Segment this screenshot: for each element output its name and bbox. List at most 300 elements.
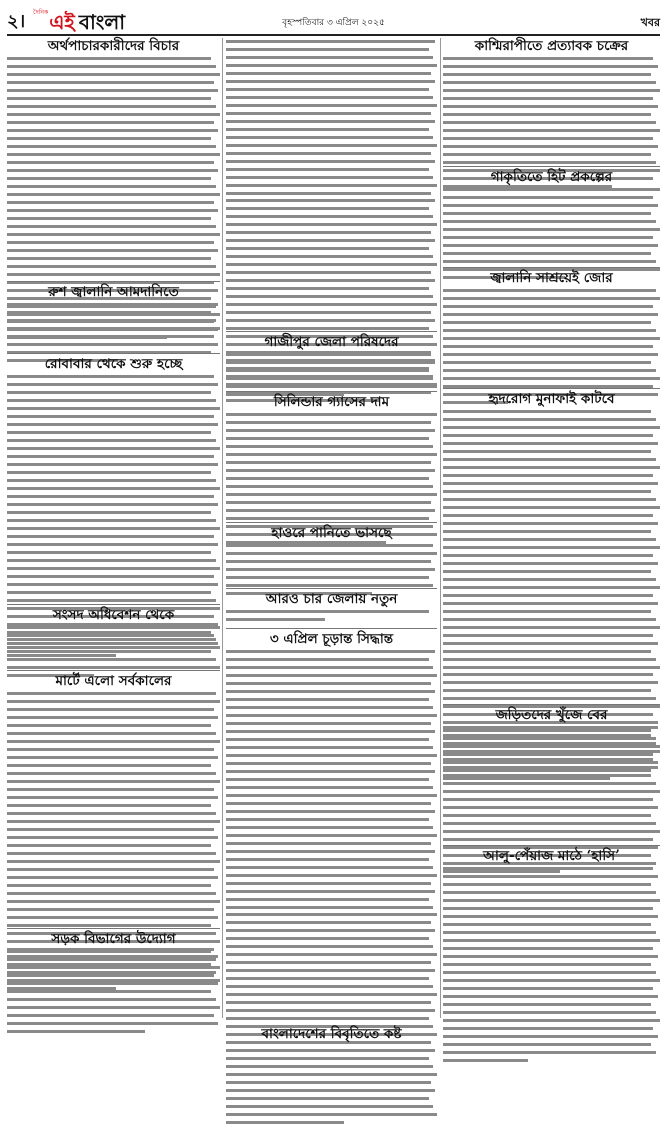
text-line — [443, 642, 660, 648]
column-2 — [226, 38, 437, 1042]
text-line — [443, 681, 660, 687]
text-line — [7, 804, 220, 810]
text-line — [226, 568, 437, 574]
text-line — [226, 1057, 437, 1063]
story-divider — [443, 845, 660, 846]
text-line — [443, 1019, 660, 1025]
story-divider — [443, 166, 660, 167]
text-line — [226, 168, 437, 174]
text-line — [443, 931, 660, 937]
text-line — [7, 812, 220, 818]
text-line — [443, 899, 660, 905]
text-line — [7, 479, 220, 485]
text-line — [7, 423, 220, 429]
text-line — [226, 650, 437, 656]
text-line — [7, 273, 220, 279]
text-line — [7, 626, 220, 632]
text-line — [226, 477, 437, 483]
text-line — [226, 40, 437, 46]
article — [7, 284, 220, 350]
text-line — [7, 884, 220, 890]
text-line — [7, 567, 220, 573]
text-line — [7, 343, 220, 349]
text-line — [226, 544, 437, 550]
brand-name: বাংলা — [78, 10, 126, 34]
text-line — [7, 73, 220, 79]
text-line — [226, 953, 437, 959]
text-line — [7, 966, 220, 972]
story-divider — [7, 281, 220, 282]
text-line — [7, 81, 220, 87]
text-line — [7, 447, 220, 453]
text-line — [226, 961, 437, 967]
article-headline: বাংলাদেশের বিবৃতিতে কষ্ট — [261, 1026, 402, 1042]
story-divider — [226, 331, 437, 332]
text-line — [226, 80, 437, 86]
text-line — [226, 754, 437, 760]
newspaper-logo: দৈনিক এই বাংলা — [33, 9, 126, 34]
text-line — [226, 104, 437, 110]
text-line — [443, 602, 660, 608]
text-line — [226, 858, 437, 864]
text-line — [7, 551, 220, 557]
text-line — [443, 1027, 660, 1033]
section-name: খবর — [640, 16, 660, 29]
text-line — [226, 770, 437, 776]
text-line — [443, 742, 660, 748]
text-line — [226, 493, 437, 499]
text-line — [226, 263, 437, 269]
text-line — [7, 575, 220, 581]
article-headline: হৃদরোগ মুনাফাই কাটবে — [488, 391, 615, 407]
text-line — [7, 708, 220, 714]
text-line — [226, 698, 437, 704]
text-line — [7, 217, 220, 223]
text-line — [7, 559, 220, 565]
text-line — [7, 185, 220, 191]
text-line — [226, 810, 437, 816]
text-line — [7, 495, 220, 501]
text-line — [226, 421, 437, 427]
text-line — [443, 891, 660, 897]
text-line — [7, 113, 220, 119]
text-line — [226, 794, 437, 800]
text-line — [443, 790, 660, 796]
text-line — [226, 890, 437, 896]
text-line — [443, 594, 660, 600]
text-line — [443, 1051, 660, 1057]
text-line — [443, 89, 660, 95]
text-line — [226, 144, 437, 150]
text-line — [7, 634, 220, 640]
text-line — [443, 506, 660, 512]
text-line — [7, 868, 220, 874]
text-line — [443, 145, 660, 151]
text-line — [7, 990, 220, 996]
text-line — [226, 882, 437, 888]
text-line — [226, 303, 437, 309]
article-body — [226, 353, 437, 399]
text-line — [7, 129, 220, 135]
text-line — [7, 209, 220, 215]
text-line — [226, 1009, 437, 1015]
text-line — [443, 260, 660, 266]
text-line — [443, 907, 660, 913]
text-line — [226, 866, 437, 872]
text-line — [443, 153, 660, 159]
text-line — [443, 329, 660, 335]
text-line — [7, 1022, 220, 1028]
text-line — [7, 900, 220, 906]
text-line — [7, 860, 220, 866]
text-line — [443, 129, 660, 135]
text-line — [7, 892, 220, 898]
text-line — [443, 798, 660, 804]
text-line — [443, 838, 660, 844]
text-line — [443, 987, 660, 993]
text-line — [7, 455, 220, 461]
text-line — [443, 458, 660, 464]
text-line — [443, 578, 660, 584]
text-line — [226, 184, 437, 190]
text-line — [7, 852, 220, 858]
text-line — [443, 244, 660, 250]
article-headline: রুশ জ্বালানি আমদানিতে — [48, 284, 179, 300]
article — [443, 391, 660, 701]
text-line — [443, 586, 660, 592]
text-line — [7, 177, 220, 183]
text-line — [226, 279, 437, 285]
article — [7, 607, 220, 667]
text-line — [226, 1097, 437, 1103]
text-line — [226, 945, 437, 951]
text-line — [443, 726, 660, 732]
text-line — [443, 228, 660, 234]
text-line — [226, 552, 437, 558]
text-line — [443, 971, 660, 977]
story-divider — [226, 391, 437, 392]
article — [7, 673, 220, 925]
text-line — [443, 1043, 660, 1049]
text-line — [226, 993, 437, 999]
text-line — [443, 570, 660, 576]
text-line — [443, 434, 660, 440]
text-line — [7, 1014, 220, 1020]
text-line — [7, 740, 220, 746]
text-line — [7, 89, 220, 95]
text-line — [7, 375, 220, 381]
text-line — [443, 345, 660, 351]
text-line — [7, 153, 220, 159]
text-line — [226, 287, 437, 293]
text-line — [226, 898, 437, 904]
text-line — [226, 413, 437, 419]
text-line — [7, 519, 220, 525]
text-line — [226, 730, 437, 736]
text-line — [226, 826, 437, 832]
text-line — [7, 982, 220, 988]
text-line — [226, 120, 437, 126]
text-line — [7, 836, 220, 842]
text-line — [226, 255, 437, 261]
text-line — [7, 716, 220, 722]
text-line — [7, 169, 220, 175]
text-line — [443, 466, 660, 472]
text-line — [443, 650, 660, 656]
text-line — [443, 830, 660, 836]
article — [226, 1026, 437, 1056]
text-line — [443, 814, 660, 820]
text-line — [443, 482, 660, 488]
text-line — [226, 674, 437, 680]
article-headline: আলু-পেঁয়াজ মাঠে ‘হাসি’ — [483, 848, 620, 864]
text-line — [443, 697, 660, 703]
text-line — [226, 199, 437, 205]
text-line — [443, 774, 660, 780]
text-line — [7, 161, 220, 167]
text-line — [443, 689, 660, 695]
text-line — [443, 766, 660, 772]
text-line — [443, 1003, 660, 1009]
text-line — [443, 673, 660, 679]
article-body — [226, 610, 437, 624]
text-line — [443, 883, 660, 889]
text-line — [226, 231, 437, 237]
text-line — [226, 469, 437, 475]
article — [226, 38, 437, 328]
text-line — [226, 56, 437, 62]
text-line — [443, 188, 660, 194]
text-line — [443, 915, 660, 921]
text-line — [226, 1105, 437, 1111]
text-line — [7, 471, 220, 477]
story-divider — [443, 704, 660, 705]
article — [7, 356, 220, 601]
text-line — [226, 714, 437, 720]
text-line — [7, 876, 220, 882]
text-line — [7, 828, 220, 834]
text-line — [226, 377, 437, 383]
text-line — [226, 937, 437, 943]
article-body — [226, 544, 437, 598]
text-line — [7, 335, 220, 341]
text-line — [7, 193, 220, 199]
article — [443, 169, 660, 264]
text-line — [226, 319, 437, 325]
text-line — [443, 530, 660, 536]
article — [443, 38, 660, 163]
text-line — [7, 241, 220, 247]
text-line — [7, 511, 220, 517]
text-line — [443, 750, 660, 756]
article — [443, 848, 660, 1018]
text-line — [7, 225, 220, 231]
text-line — [7, 503, 220, 509]
text-line — [443, 57, 660, 63]
text-line — [7, 201, 220, 207]
text-line — [443, 955, 660, 961]
story-divider — [443, 388, 660, 389]
text-line — [226, 136, 437, 142]
text-line — [443, 610, 660, 616]
column-divider — [222, 38, 223, 1018]
text-line — [443, 313, 660, 319]
text-line — [7, 303, 220, 309]
text-line — [443, 522, 660, 528]
text-line — [226, 1065, 437, 1071]
text-line — [7, 844, 220, 850]
text-line — [226, 1081, 437, 1087]
text-line — [226, 576, 437, 582]
text-line — [226, 1017, 437, 1023]
text-line — [443, 995, 660, 1001]
text-line — [7, 121, 220, 127]
text-line — [226, 921, 437, 927]
text-line — [7, 327, 220, 333]
text-line — [226, 72, 437, 78]
text-line — [7, 916, 220, 922]
text-line — [443, 979, 660, 985]
page-number: ২। — [7, 11, 26, 32]
article — [226, 631, 437, 1024]
text-line — [226, 361, 437, 367]
text-line — [226, 682, 437, 688]
text-line — [226, 215, 437, 221]
text-line — [226, 437, 437, 443]
text-line — [226, 906, 437, 912]
text-line — [7, 583, 220, 589]
text-line — [443, 498, 660, 504]
article — [226, 334, 437, 388]
article-headline: রোবাবার থেকে শুরু হচ্ছে — [44, 356, 183, 372]
text-line — [443, 923, 660, 929]
text-line — [443, 353, 660, 359]
text-line — [226, 453, 437, 459]
text-line — [443, 546, 660, 552]
text-line — [7, 1030, 220, 1036]
article-headline: অর্থপাচারকারীদের বিচার — [47, 38, 180, 54]
text-line — [443, 81, 660, 87]
text-line — [443, 1035, 660, 1041]
text-line — [7, 399, 220, 405]
text-line — [443, 782, 660, 788]
text-line — [226, 738, 437, 744]
text-line — [226, 746, 437, 752]
text-line — [7, 692, 220, 698]
text-line — [443, 626, 660, 632]
text-line — [7, 764, 220, 770]
text-line — [226, 461, 437, 467]
text-line — [7, 796, 220, 802]
article-body — [7, 626, 220, 680]
text-line — [443, 1011, 660, 1017]
text-line — [443, 806, 660, 812]
text-line — [7, 658, 220, 664]
text-line — [226, 985, 437, 991]
text-line — [7, 487, 220, 493]
story-divider — [443, 267, 660, 268]
article — [443, 707, 660, 842]
text-line — [443, 554, 660, 560]
text-line — [7, 391, 220, 397]
article-body — [443, 289, 660, 407]
text-line — [7, 700, 220, 706]
text-line — [7, 383, 220, 389]
text-line — [226, 192, 437, 198]
text-line — [7, 1006, 220, 1012]
article-body — [7, 950, 220, 1036]
text-line — [443, 65, 660, 71]
text-line — [443, 939, 660, 945]
article — [7, 38, 220, 278]
text-line — [7, 908, 220, 914]
text-line — [443, 236, 660, 242]
text-line — [443, 418, 660, 424]
text-line — [443, 1059, 660, 1065]
text-line — [226, 239, 437, 245]
text-line — [443, 73, 660, 79]
text-line — [226, 295, 437, 301]
text-line — [443, 113, 660, 119]
text-line — [226, 247, 437, 253]
article-headline: জড়িতদের খুঁজে বের — [495, 707, 608, 723]
text-line — [443, 658, 660, 664]
dateline: বৃহস্পতিবার ৩ এপ্রিল ২০২৫ — [282, 18, 385, 28]
article-headline: গাকৃতিতে হিট প্রকল্পের — [490, 169, 613, 185]
text-line — [226, 690, 437, 696]
text-line — [226, 850, 437, 856]
text-line — [226, 842, 437, 848]
column-3 — [443, 38, 660, 1018]
text-line — [7, 748, 220, 754]
text-line — [226, 786, 437, 792]
story-divider — [7, 604, 220, 605]
text-line — [443, 450, 660, 456]
text-line — [226, 658, 437, 664]
text-line — [7, 780, 220, 786]
text-line — [443, 377, 660, 383]
text-line — [226, 369, 437, 375]
text-line — [226, 618, 437, 624]
text-line — [443, 121, 660, 127]
text-line — [226, 1121, 437, 1127]
text-line — [443, 426, 660, 432]
text-line — [226, 874, 437, 880]
text-line — [443, 514, 660, 520]
text-line — [443, 758, 660, 764]
text-line — [226, 706, 437, 712]
story-divider — [7, 353, 220, 354]
text-line — [443, 337, 660, 343]
text-line — [7, 105, 220, 111]
text-line — [226, 818, 437, 824]
story-divider — [226, 628, 437, 629]
text-line — [226, 929, 437, 935]
text-line — [7, 431, 220, 437]
text-line — [7, 535, 220, 541]
text-line — [443, 137, 660, 143]
text-line — [226, 311, 437, 317]
text-line — [7, 65, 220, 71]
text-line — [443, 490, 660, 496]
article-headline: সড়ক বিভাগের উদ্যোগ — [51, 931, 176, 947]
text-line — [443, 822, 660, 828]
text-line — [443, 297, 660, 303]
text-line — [7, 265, 220, 271]
text-line — [226, 1113, 437, 1119]
article — [226, 394, 437, 519]
text-line — [226, 445, 437, 451]
